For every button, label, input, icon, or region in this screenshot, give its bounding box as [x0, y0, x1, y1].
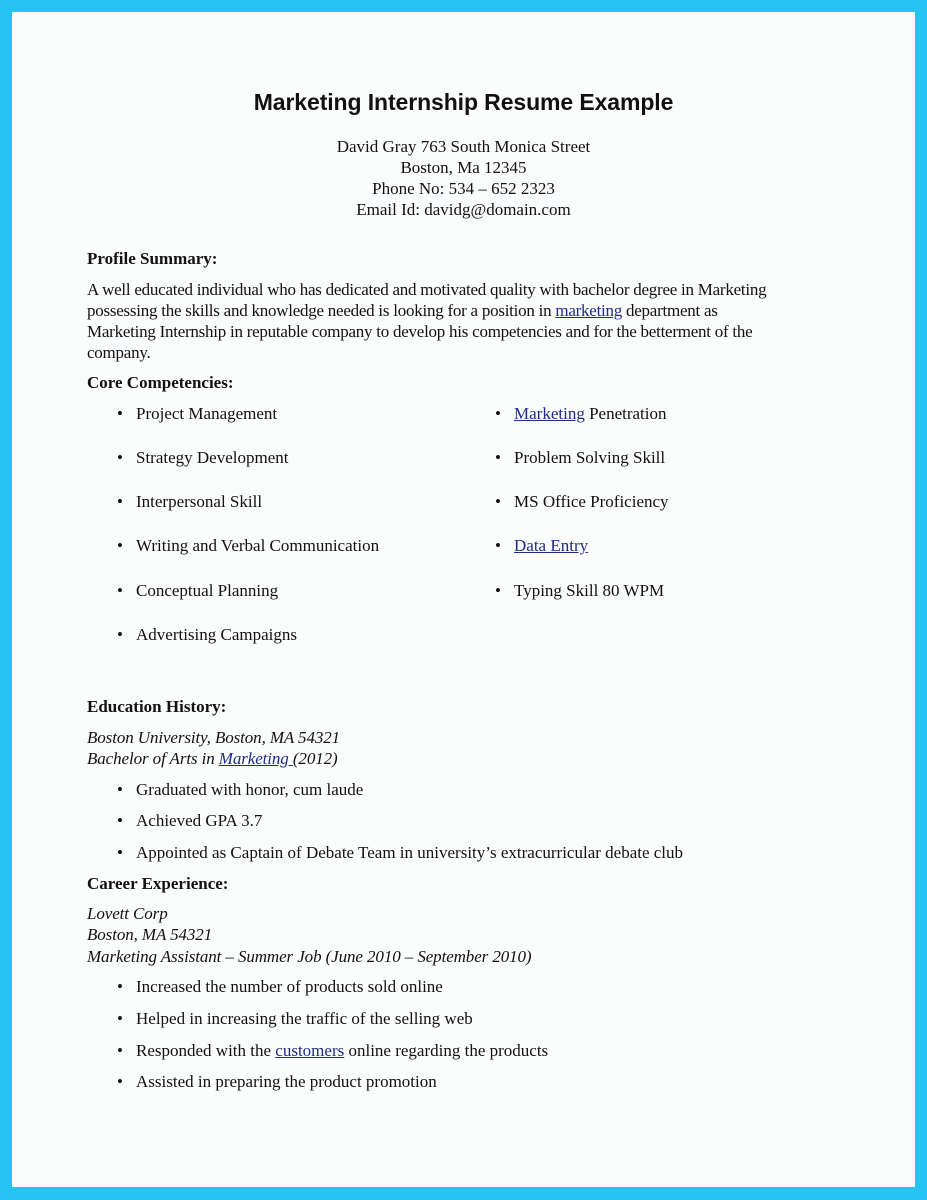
marketing-link[interactable]: Marketing — [218, 749, 293, 768]
summary-line — [87, 343, 150, 363]
bullet-icon: • — [495, 536, 501, 555]
bullet-icon: • — [117, 404, 123, 423]
summary-text: A well educated individual who has dedicated and motivated quality with bachelor degree in Marketing — [87, 280, 767, 299]
customers-link[interactable]: customers — [275, 1041, 345, 1060]
core-competencies-heading: Core Competencies: — [87, 373, 234, 392]
education-degree: Bachelor of Arts in Marketing (2012) — [87, 749, 338, 768]
data-entry-link[interactable]: Data Entry — [514, 536, 589, 555]
bullet-icon: • — [495, 492, 501, 511]
contact-email: Email Id: davidg@domain.com — [356, 200, 571, 219]
career-role: Marketing Assistant – Summer Job (June 2010 – September 2010) — [87, 947, 532, 966]
career-location: Boston, MA 54321 — [87, 925, 213, 944]
education-history-heading: Education History: — [87, 697, 227, 716]
contact-block — [12, 136, 915, 220]
bullet-icon: • — [495, 404, 501, 423]
contact-city: Boston, Ma 12345 — [400, 158, 527, 177]
bullet-icon: • — [117, 780, 123, 799]
summary-text: department as — [622, 301, 718, 320]
bullet-icon: • — [117, 811, 123, 830]
education-school: Boston University, Boston, MA 54321 — [87, 728, 341, 747]
marketing-link[interactable]: Marketing — [514, 404, 585, 423]
profile-summary-heading: Profile Summary: — [87, 249, 218, 268]
contact-phone: Phone No: 534 – 652 2323 — [372, 179, 555, 198]
contact-name-address: David Gray 763 South Monica Street — [336, 137, 591, 156]
bullet-icon: • — [495, 581, 501, 600]
summary-line — [87, 322, 752, 342]
career-company: Lovett Corp — [87, 904, 168, 923]
summary-line — [87, 280, 766, 300]
bullet-icon: • — [117, 625, 123, 644]
summary-line — [87, 301, 718, 321]
career-experience-heading: Career Experience: — [87, 874, 229, 893]
bullet-icon: • — [117, 536, 123, 555]
summary-text: possessing the skills and knowledge needed is looking for a position in — [87, 301, 556, 320]
bullet-icon: • — [117, 1041, 123, 1060]
bullet-icon: • — [117, 1009, 123, 1028]
bullet-icon: • — [495, 448, 501, 467]
bullet-icon: • — [117, 977, 123, 996]
resume-page: Marketing Internship Resume Example David Gray 763 South Monica Street Boston, Ma 12345 Phone No: 534 – 652 2323 Email Id: davidg@domain.com Profile Summary: A well educated individual who has dedicated and motivated quality with bachelor degree in Marketing possessing the skills and knowledge needed is looking for a position in marketing department as Marketing Internship in reputable company to develop his competencies and for the betterment of the company. Core Competencies: • Project Management • Strategy Development • Interpersonal Skill • Writing and Verbal Communication • Conceptual Planning • Advertising Campaigns • Marketing Penetration • Problem Solving Skill • MS Office Proficiency • Data Entry • Typing Skill 80 WPM Education History: Boston University, Boston, MA 54321 Bachelor of Arts in Marketing (2012) • Graduated with honor, cum laude • Achieved GPA 3.7 • Appointed as Captain of Debate Team in university’s extracurricular debate club Career Experience: Lovett Corp Boston, MA 54321 Marketing Assistant – Summer Job (June 2010 – September 2010) • Increased the number of products sold online • Helped in increasing the traffic of the selling web • Responded with the customers online regarding the products • Assisted in preparing the product promotion — [12, 12, 915, 1187]
bullet-icon: • — [117, 448, 123, 467]
summary-text: company. — [87, 343, 151, 362]
summary-text: Marketing Internship in reputable company to develop his competencies and for the betterment of the — [87, 322, 753, 341]
bullet-icon: • — [117, 492, 123, 511]
bullet-icon: • — [117, 581, 123, 600]
bullet-icon: • — [117, 843, 123, 862]
marketing-link[interactable]: marketing — [555, 301, 623, 320]
bullet-icon: • — [117, 1072, 123, 1091]
page-title: Marketing Internship Resume Example — [253, 89, 674, 115]
